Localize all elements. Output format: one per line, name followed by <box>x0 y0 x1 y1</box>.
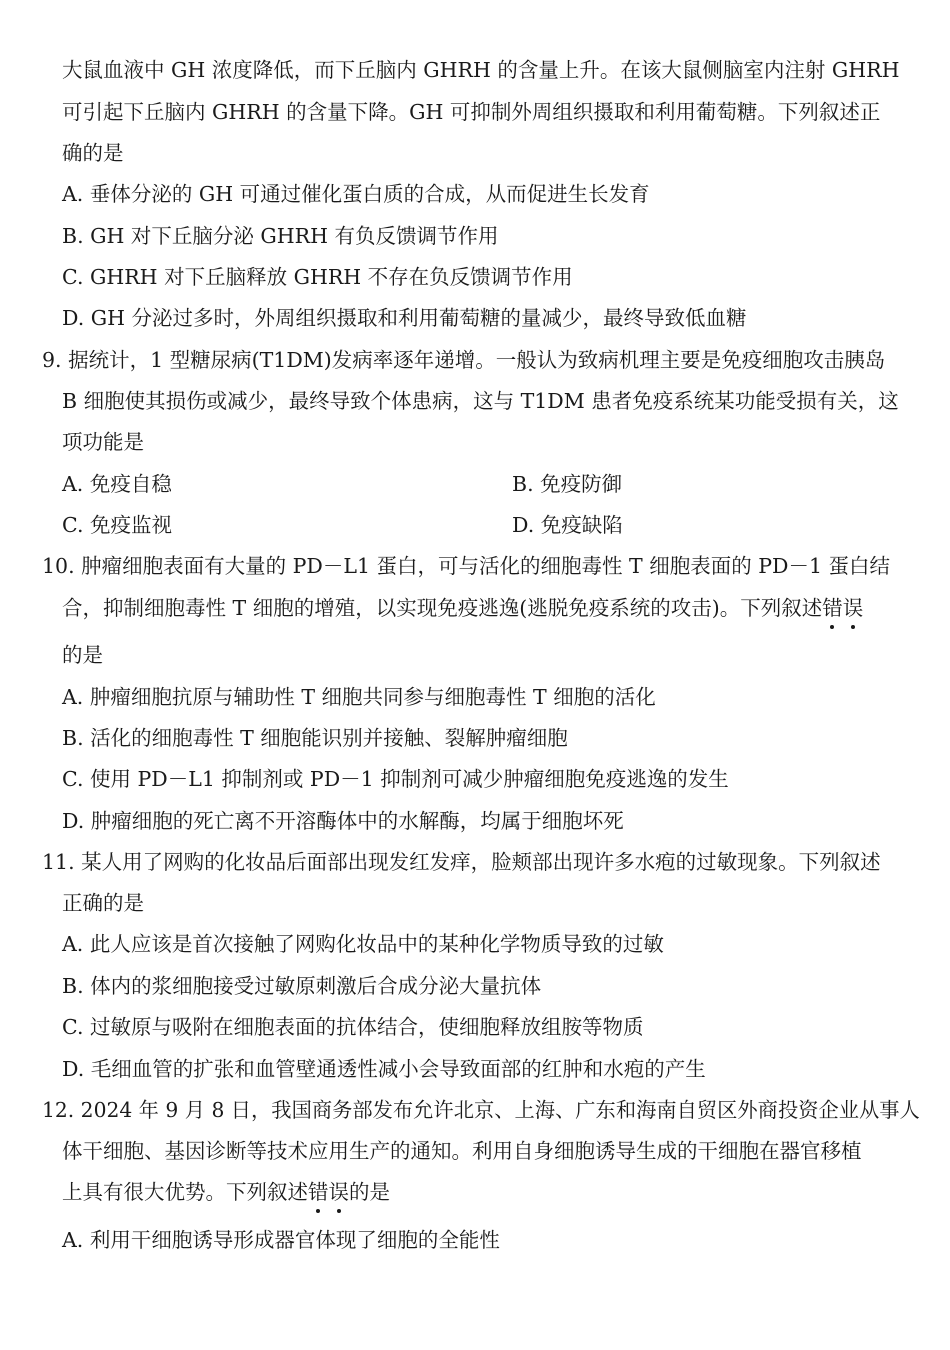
q10-option-b: B. 活化的细胞毒性 T 细胞能识别并接触、裂解肿瘤细胞 <box>62 726 568 750</box>
emphasis-char: 错 <box>308 1180 329 1204</box>
q12-stem-line: 12. 2024 年 9 月 8 日，我国商务部发布允许北京、上海、广东和海南自贸区外商投资企业从事人 <box>42 1098 920 1122</box>
q12-stem-text: 上具有很大优势。下列叙述 <box>62 1180 308 1204</box>
q12-option-a: A. 利用干细胞诱导形成器官体现了细胞的全能性 <box>62 1228 500 1252</box>
q9-stem-line: 9. 据统计，1 型糖尿病(T1DM)发病率逐年递增。一般认为致病机理主要是免疫细胞攻击胰岛 <box>42 348 886 372</box>
q8-option-b: B. GH 对下丘脑分泌 GHRH 有负反馈调节作用 <box>62 224 499 248</box>
q10-option-d: D. 肿瘤细胞的死亡离不开溶酶体中的水解酶，均属于细胞坏死 <box>62 809 624 833</box>
q9-option-c: C. 免疫监视 <box>62 513 172 537</box>
q12-stem-text: 的是 <box>349 1180 390 1204</box>
q11-stem-line: 正确的是 <box>62 891 144 915</box>
q8-stem-line: 确的是 <box>62 141 124 165</box>
q9-option-a: A. 免疫自稳 <box>62 472 172 496</box>
q9-option-b: B. 免疫防御 <box>512 472 623 496</box>
q10-stem-line <box>62 594 863 622</box>
q10-stem-line: 的是 <box>62 643 103 667</box>
q11-option-a: A. 此人应该是首次接触了网购化妆品中的某种化学物质导致的过敏 <box>62 932 664 956</box>
emphasis-char: 错 <box>822 596 843 620</box>
q8-stem-line: 大鼠血液中 GH 浓度降低，而下丘脑内 GHRH 的含量上升。在该大鼠侧脑室内注射 GHRH <box>62 58 900 82</box>
q10-option-a: A. 肿瘤细胞抗原与辅助性 T 细胞共同参与细胞毒性 T 细胞的活化 <box>62 685 656 709</box>
emphasis-char: 误 <box>842 596 864 620</box>
q11-option-c: C. 过敏原与吸附在细胞表面的抗体结合，使细胞释放组胺等物质 <box>62 1015 644 1039</box>
q8-option-c: C. GHRH 对下丘脑释放 GHRH 不存在负反馈调节作用 <box>62 265 573 289</box>
q10-stem-line: 10. 肿瘤细胞表面有大量的 PD－L1 蛋白，可与活化的细胞毒性 T 细胞表面的 PD－1 蛋白结 <box>42 554 891 578</box>
q10-option-c: C. 使用 PD－L1 抑制剂或 PD－1 抑制剂可减少肿瘤细胞免疫逃逸的发生 <box>62 767 729 791</box>
q8-option-a: A. 垂体分泌的 GH 可通过催化蛋白质的合成，从而促进生长发育 <box>62 182 650 206</box>
q8-stem-line: 可引起下丘脑内 GHRH 的含量下降。GH 可抑制外周组织摄取和利用葡萄糖。下列叙述正 <box>62 100 881 124</box>
q9-stem-line: 项功能是 <box>62 430 144 454</box>
q9-stem-line: B 细胞使其损伤或减少，最终导致个体患病，这与 T1DM 患者免疫系统某功能受损有关，这 <box>62 389 899 413</box>
q11-option-b: B. 体内的浆细胞接受过敏原刺激后合成分泌大量抗体 <box>62 974 542 998</box>
q9-option-d: D. 免疫缺陷 <box>512 513 623 537</box>
q12-stem-line <box>62 1178 390 1206</box>
q12-stem-line: 体干细胞、基因诊断等技术应用生产的通知。利用自身细胞诱导生成的干细胞在器官移植 <box>62 1139 862 1163</box>
q8-option-d: D. GH 分泌过多时，外周组织摄取和利用葡萄糖的量减少，最终导致低血糖 <box>62 306 747 330</box>
emphasis-char: 误 <box>328 1180 349 1204</box>
q11-stem-line: 11. 某人用了网购的化妆品后面部出现发红发痒，脸颊部出现许多水疱的过敏现象。下列叙述 <box>42 850 881 874</box>
q11-option-d: D. 毛细血管的扩张和血管壁通透性减小会导致面部的红肿和水疱的产生 <box>62 1057 706 1081</box>
q10-stem-text: 合，抑制细胞毒性 T 细胞的增殖，以实现免疫逃逸(逃脱免疫系统的攻击)。下列叙述 <box>62 596 823 620</box>
